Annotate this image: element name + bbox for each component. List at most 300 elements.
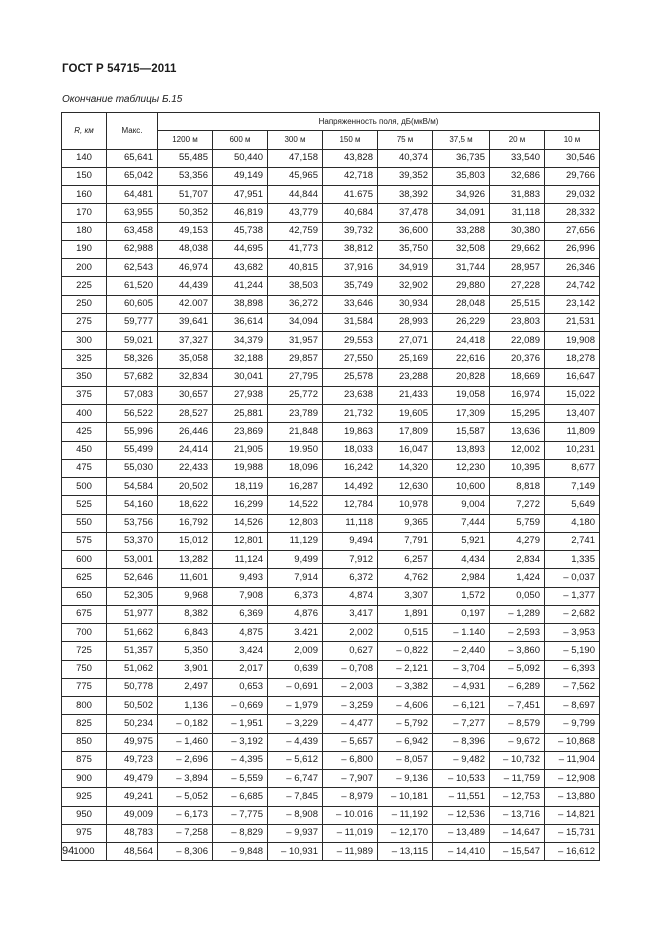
cell-value: 44,695 [213, 240, 268, 258]
cell-value: 37,916 [323, 259, 378, 277]
cell-distance: 600 [62, 551, 107, 569]
cell-value: 11,129 [268, 532, 323, 550]
header-height-1200: 1200 м [158, 131, 213, 149]
cell-value: 29,662 [490, 240, 545, 258]
cell-value: – 3,229 [268, 715, 323, 733]
cell-value: 0,639 [268, 660, 323, 678]
cell-value: 28,527 [158, 405, 213, 423]
cell-value: 9,493 [213, 569, 268, 587]
cell-value: 22,616 [433, 350, 490, 368]
cell-value: 27,071 [378, 332, 433, 350]
cell-value: 9,499 [268, 551, 323, 569]
table-row [62, 240, 600, 258]
cell-value: 21,848 [268, 423, 323, 441]
table-row [62, 149, 600, 167]
cell-value: 35,750 [378, 240, 433, 258]
cell-value: 25,772 [268, 386, 323, 404]
cell-value: 34,926 [433, 186, 490, 204]
cell-value: 10,600 [433, 478, 490, 496]
cell-value: – 10,931 [268, 843, 323, 861]
cell-max: 61,520 [107, 277, 158, 295]
cell-value: 22,433 [158, 459, 213, 477]
table-row [62, 277, 600, 295]
cell-value: – 1,979 [268, 697, 323, 715]
cell-value: 18,622 [158, 496, 213, 514]
table-row [62, 386, 600, 404]
cell-value: – 4,395 [213, 751, 268, 769]
cell-value: 33,288 [433, 222, 490, 240]
table-row [62, 459, 600, 477]
cell-value: – 4,439 [268, 733, 323, 751]
cell-value: 19,908 [545, 332, 600, 350]
cell-value: 9,968 [158, 587, 213, 605]
table-row [62, 751, 600, 769]
cell-value: 36,272 [268, 295, 323, 313]
cell-value: 14,320 [378, 459, 433, 477]
table-row [62, 222, 600, 240]
cell-value: 10,978 [378, 496, 433, 514]
cell-value: 11,601 [158, 569, 213, 587]
cell-value: 28,332 [545, 204, 600, 222]
cell-value: 15,022 [545, 386, 600, 404]
cell-value: 55,485 [158, 149, 213, 167]
cell-value: 23,142 [545, 295, 600, 313]
cell-value: 13,407 [545, 405, 600, 423]
cell-value: 29,553 [323, 332, 378, 350]
table-caption: Окончание таблицы Б.15 [62, 94, 183, 105]
cell-value: – 7,451 [490, 697, 545, 715]
cell-value: – 7,775 [213, 806, 268, 824]
cell-value: 32,834 [158, 368, 213, 386]
cell-value: 13,636 [490, 423, 545, 441]
cell-value: 38,898 [213, 295, 268, 313]
cell-value: 20,828 [433, 368, 490, 386]
cell-value: – 5,792 [378, 715, 433, 733]
cell-value: – 15,547 [490, 843, 545, 861]
cell-value: – 8,697 [545, 697, 600, 715]
cell-value: 28,048 [433, 295, 490, 313]
cell-value: 21,531 [545, 313, 600, 331]
cell-value: – 1.140 [433, 624, 490, 642]
header-height-75: 75 м [378, 131, 433, 149]
table-row [62, 295, 600, 313]
cell-value: 18,096 [268, 459, 323, 477]
cell-value: 29,766 [545, 167, 600, 185]
cell-value: 10,395 [490, 459, 545, 477]
cell-value: 13,893 [433, 441, 490, 459]
cell-distance: 170 [62, 204, 107, 222]
table-row [62, 806, 600, 824]
cell-value: 1,424 [490, 569, 545, 587]
cell-value: 5,759 [490, 514, 545, 532]
cell-max: 55,030 [107, 459, 158, 477]
cell-value: 44,844 [268, 186, 323, 204]
table-row [62, 587, 600, 605]
cell-value: 6,372 [323, 569, 378, 587]
cell-value: 43,682 [213, 259, 268, 277]
cell-value: 32,902 [378, 277, 433, 295]
cell-value: 27,656 [545, 222, 600, 240]
cell-value: 15,295 [490, 405, 545, 423]
cell-max: 53,001 [107, 551, 158, 569]
cell-value: 2,017 [213, 660, 268, 678]
cell-value: – 1,377 [545, 587, 600, 605]
cell-value: – 15,731 [545, 824, 600, 842]
cell-value: – 12,908 [545, 770, 600, 788]
cell-value: 41,244 [213, 277, 268, 295]
cell-value: 29,857 [268, 350, 323, 368]
cell-value: – 0,822 [378, 642, 433, 660]
cell-max: 48,783 [107, 824, 158, 842]
cell-value: 26,346 [545, 259, 600, 277]
cell-value: 30,934 [378, 295, 433, 313]
cell-max: 48,564 [107, 843, 158, 861]
cell-value: – 4,931 [433, 678, 490, 696]
cell-value: 7,908 [213, 587, 268, 605]
cell-value: 15,587 [433, 423, 490, 441]
cell-value: 18,033 [323, 441, 378, 459]
cell-value: 23,869 [213, 423, 268, 441]
cell-distance: 140 [62, 149, 107, 167]
cell-value: – 13,716 [490, 806, 545, 824]
cell-max: 53,370 [107, 532, 158, 550]
cell-max: 49,479 [107, 770, 158, 788]
cell-value: – 12,536 [433, 806, 490, 824]
cell-value: – 14,821 [545, 806, 600, 824]
cell-value: 19,988 [213, 459, 268, 477]
cell-value: 19.950 [268, 441, 323, 459]
cell-max: 51,062 [107, 660, 158, 678]
table-body [62, 149, 600, 861]
cell-value: 25,515 [490, 295, 545, 313]
cell-value: – 0,691 [268, 678, 323, 696]
cell-value: – 8,306 [158, 843, 213, 861]
cell-value: 32,188 [213, 350, 268, 368]
cell-value: – 9,848 [213, 843, 268, 861]
cell-value: – 6,289 [490, 678, 545, 696]
header-height-37-5: 37,5 м [433, 131, 490, 149]
cell-value: 31,584 [323, 313, 378, 331]
header-height-600: 600 м [213, 131, 268, 149]
cell-value: 30,041 [213, 368, 268, 386]
cell-value: 30,546 [545, 149, 600, 167]
cell-value: – 11,904 [545, 751, 600, 769]
cell-value: 11,118 [323, 514, 378, 532]
table-row [62, 423, 600, 441]
header-height-300: 300 м [268, 131, 323, 149]
cell-max: 55,499 [107, 441, 158, 459]
cell-value: 43,828 [323, 149, 378, 167]
cell-value: – 11,192 [378, 806, 433, 824]
cell-value: 53,356 [158, 167, 213, 185]
cell-distance: 190 [62, 240, 107, 258]
cell-distance: 180 [62, 222, 107, 240]
cell-max: 63,458 [107, 222, 158, 240]
cell-value: 22,089 [490, 332, 545, 350]
cell-value: – 5,092 [490, 660, 545, 678]
table-row [62, 313, 600, 331]
cell-value: 34,091 [433, 204, 490, 222]
table-row [62, 678, 600, 696]
cell-value: – 3,860 [490, 642, 545, 660]
cell-max: 59,777 [107, 313, 158, 331]
cell-distance: 800 [62, 697, 107, 715]
field-strength-table [61, 112, 600, 861]
cell-value: 4,762 [378, 569, 433, 587]
cell-value: – 2,696 [158, 751, 213, 769]
cell-value: – 11,759 [490, 770, 545, 788]
cell-value: 50,352 [158, 204, 213, 222]
cell-value: – 11,019 [323, 824, 378, 842]
cell-value: – 9,672 [490, 733, 545, 751]
header-max: Макс. [107, 113, 158, 150]
cell-distance: 400 [62, 405, 107, 423]
cell-value: 2,741 [545, 532, 600, 550]
cell-value: – 6,800 [323, 751, 378, 769]
cell-value: 40,684 [323, 204, 378, 222]
cell-distance: 725 [62, 642, 107, 660]
table-row [62, 788, 600, 806]
cell-value: 27,938 [213, 386, 268, 404]
cell-value: 7,149 [545, 478, 600, 496]
cell-value: 48,038 [158, 240, 213, 258]
cell-value: 8,382 [158, 605, 213, 623]
cell-value: – 6,393 [545, 660, 600, 678]
cell-value: – 7,845 [268, 788, 323, 806]
cell-max: 54,160 [107, 496, 158, 514]
cell-value: 23,288 [378, 368, 433, 386]
cell-value: 4,180 [545, 514, 600, 532]
header-field-strength: Напряженность поля, дБ(мкВ/м) [158, 113, 600, 131]
cell-value: 2,984 [433, 569, 490, 587]
cell-value: 3.421 [268, 624, 323, 642]
cell-value: 14,492 [323, 478, 378, 496]
cell-value: 26,996 [545, 240, 600, 258]
table-row [62, 332, 600, 350]
cell-value: – 1,951 [213, 715, 268, 733]
cell-value: 7,272 [490, 496, 545, 514]
cell-value: 6,843 [158, 624, 213, 642]
cell-value: 41.675 [323, 186, 378, 204]
table-row [62, 697, 600, 715]
cell-value: 39,732 [323, 222, 378, 240]
cell-value: – 5,559 [213, 770, 268, 788]
cell-max: 50,502 [107, 697, 158, 715]
cell-value: 4,875 [213, 624, 268, 642]
cell-max: 50,778 [107, 678, 158, 696]
cell-value: 31,883 [490, 186, 545, 204]
cell-value: 16,287 [268, 478, 323, 496]
cell-value: 4,434 [433, 551, 490, 569]
cell-max: 52,305 [107, 587, 158, 605]
cell-value: 1,335 [545, 551, 600, 569]
cell-value: 7,912 [323, 551, 378, 569]
cell-distance: 975 [62, 824, 107, 842]
cell-value: – 8,908 [268, 806, 323, 824]
cell-value: 0,515 [378, 624, 433, 642]
cell-max: 58,326 [107, 350, 158, 368]
cell-distance: 1000 [62, 843, 107, 861]
cell-value: 43,779 [268, 204, 323, 222]
cell-max: 62,988 [107, 240, 158, 258]
cell-value: 37,327 [158, 332, 213, 350]
cell-value: 0,197 [433, 605, 490, 623]
cell-value: 33,646 [323, 295, 378, 313]
cell-value: 6,369 [213, 605, 268, 623]
cell-value: 8,677 [545, 459, 600, 477]
cell-max: 53,756 [107, 514, 158, 532]
cell-value: – 3,953 [545, 624, 600, 642]
cell-value: 3,307 [378, 587, 433, 605]
cell-value: – 14,410 [433, 843, 490, 861]
cell-value: 12,801 [213, 532, 268, 550]
cell-value: 16,647 [545, 368, 600, 386]
cell-value: 42.007 [158, 295, 213, 313]
table-row [62, 569, 600, 587]
cell-distance: 950 [62, 806, 107, 824]
cell-value: 7,444 [433, 514, 490, 532]
cell-value: – 1,289 [490, 605, 545, 623]
cell-distance: 650 [62, 587, 107, 605]
cell-value: 23,789 [268, 405, 323, 423]
table-row [62, 532, 600, 550]
cell-value: – 10.016 [323, 806, 378, 824]
cell-max: 62,543 [107, 259, 158, 277]
table-row [62, 167, 600, 185]
cell-value: – 9,799 [545, 715, 600, 733]
cell-value: 5,921 [433, 532, 490, 550]
cell-value: – 13,880 [545, 788, 600, 806]
table-row [62, 350, 600, 368]
cell-value: – 6,942 [378, 733, 433, 751]
table-row [62, 441, 600, 459]
cell-max: 51,357 [107, 642, 158, 660]
cell-max: 49,975 [107, 733, 158, 751]
cell-value: – 8,829 [213, 824, 268, 842]
cell-value: 12,630 [378, 478, 433, 496]
cell-value: 0,627 [323, 642, 378, 660]
table-row [62, 624, 600, 642]
cell-value: 34,094 [268, 313, 323, 331]
cell-distance: 875 [62, 751, 107, 769]
cell-value: – 5,612 [268, 751, 323, 769]
cell-distance: 500 [62, 478, 107, 496]
cell-value: 6,257 [378, 551, 433, 569]
cell-value: – 7,258 [158, 824, 213, 842]
cell-value: 3,417 [323, 605, 378, 623]
cell-value: 0,653 [213, 678, 268, 696]
cell-value: – 3,894 [158, 770, 213, 788]
cell-value: 38,392 [378, 186, 433, 204]
cell-value: – 8,396 [433, 733, 490, 751]
cell-distance: 475 [62, 459, 107, 477]
cell-value: 17,809 [378, 423, 433, 441]
cell-value: 32,686 [490, 167, 545, 185]
cell-value: 16,299 [213, 496, 268, 514]
cell-value: – 2,121 [378, 660, 433, 678]
cell-max: 49,241 [107, 788, 158, 806]
cell-value: – 6,685 [213, 788, 268, 806]
cell-value: 42,718 [323, 167, 378, 185]
cell-value: 2,002 [323, 624, 378, 642]
cell-value: 4,279 [490, 532, 545, 550]
table-row [62, 551, 600, 569]
cell-max: 50,234 [107, 715, 158, 733]
cell-value: – 6,747 [268, 770, 323, 788]
cell-max: 56,522 [107, 405, 158, 423]
cell-value: – 2,682 [545, 605, 600, 623]
table-row [62, 514, 600, 532]
cell-value: 10,231 [545, 441, 600, 459]
cell-value: – 8,979 [323, 788, 378, 806]
cell-value: 25,169 [378, 350, 433, 368]
table-row [62, 496, 600, 514]
cell-value: 49,149 [213, 167, 268, 185]
cell-value: 19,605 [378, 405, 433, 423]
cell-value: 30,380 [490, 222, 545, 240]
table-row [62, 642, 600, 660]
cell-value: 9,365 [378, 514, 433, 532]
cell-value: – 13,489 [433, 824, 490, 842]
cell-max: 57,083 [107, 386, 158, 404]
cell-value: 18,119 [213, 478, 268, 496]
cell-value: 1,572 [433, 587, 490, 605]
header-r-km: R, км [62, 113, 107, 150]
cell-max: 65,641 [107, 149, 158, 167]
cell-value: 25,578 [323, 368, 378, 386]
cell-value: 18,669 [490, 368, 545, 386]
cell-value: 12,002 [490, 441, 545, 459]
cell-distance: 525 [62, 496, 107, 514]
cell-value: 47,158 [268, 149, 323, 167]
cell-value: 11,809 [545, 423, 600, 441]
cell-value: 45,965 [268, 167, 323, 185]
cell-value: 2,834 [490, 551, 545, 569]
cell-value: 26,229 [433, 313, 490, 331]
cell-distance: 375 [62, 386, 107, 404]
cell-value: 9,494 [323, 532, 378, 550]
table-row [62, 605, 600, 623]
cell-value: – 3,259 [323, 697, 378, 715]
cell-value: 50,440 [213, 149, 268, 167]
cell-value: 35,803 [433, 167, 490, 185]
cell-value: 12,803 [268, 514, 323, 532]
table-row [62, 204, 600, 222]
cell-value: 9,004 [433, 496, 490, 514]
cell-distance: 900 [62, 770, 107, 788]
cell-value: 5,350 [158, 642, 213, 660]
cell-value: – 9,482 [433, 751, 490, 769]
cell-value: 33,540 [490, 149, 545, 167]
cell-distance: 275 [62, 313, 107, 331]
table-row [62, 478, 600, 496]
cell-value: – 6,173 [158, 806, 213, 824]
cell-value: 49,153 [158, 222, 213, 240]
cell-value: – 2,593 [490, 624, 545, 642]
cell-value: 19,863 [323, 423, 378, 441]
cell-value: 19,058 [433, 386, 490, 404]
cell-value: 15,012 [158, 532, 213, 550]
cell-max: 60,605 [107, 295, 158, 313]
cell-distance: 550 [62, 514, 107, 532]
cell-value: 24,742 [545, 277, 600, 295]
table-row [62, 660, 600, 678]
cell-value: – 10,533 [433, 770, 490, 788]
cell-value: – 0,182 [158, 715, 213, 733]
cell-value: 45,738 [213, 222, 268, 240]
cell-value: 35,058 [158, 350, 213, 368]
page-number: 94 [62, 845, 75, 857]
